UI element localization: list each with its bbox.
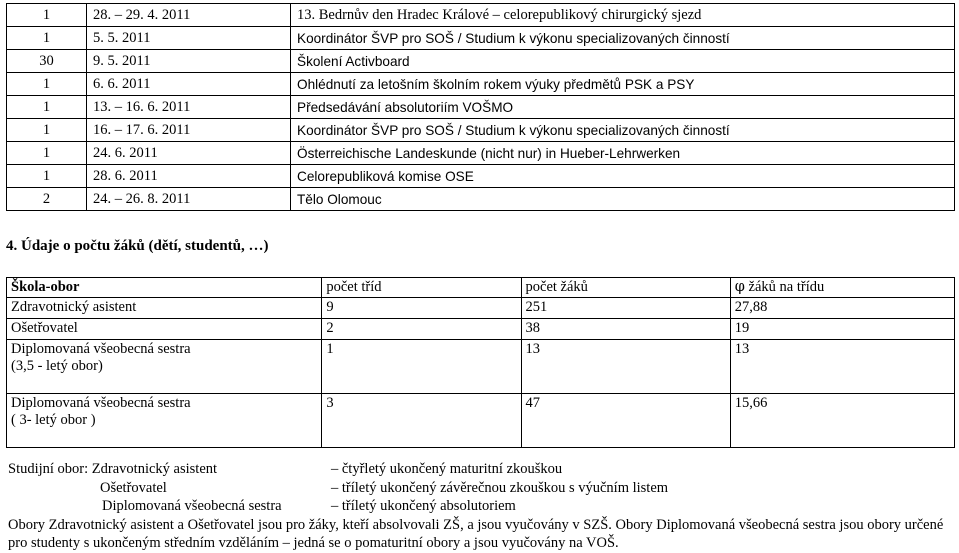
event-row (7, 73, 955, 96)
event-participant-count: 1 (7, 4, 87, 27)
event-date: 28. – 29. 4. 2011 (87, 4, 291, 27)
event-row (7, 142, 955, 165)
study-field-desc: – tříletý ukončený absolutoriem (331, 498, 516, 514)
table-row (7, 340, 955, 394)
row-field-name-line2: (3,5 - letý obor) (11, 358, 103, 374)
header-school-field: Škola-obor (7, 278, 322, 298)
event-title: Celorepubliková komise OSE (291, 165, 955, 188)
event-participant-count: 1 (7, 73, 87, 96)
event-date: 13. – 16. 6. 2011 (87, 96, 291, 119)
section-heading: 4. Údaje o počtu žáků (dětí, studentů, …) (6, 238, 269, 254)
event-date: 6. 6. 2011 (87, 73, 291, 96)
header-pupils-per-class (730, 278, 954, 298)
study-field-name: Zdravotnický asistent (91, 461, 218, 477)
table-row (7, 394, 955, 448)
event-participant-count: 30 (7, 50, 87, 73)
event-row (7, 165, 955, 188)
event-title: Tělo Olomouc (291, 188, 955, 211)
study-label: Studijní obor: Zdravotnický asistent (8, 461, 218, 477)
row-class-count: 3 (322, 394, 521, 448)
event-date: 5. 5. 2011 (87, 27, 291, 50)
row-average: 19 (730, 319, 954, 340)
event-date: 24. 6. 2011 (87, 142, 291, 165)
row-pupil-count: 47 (521, 394, 730, 448)
header-pupil-count: počet žáků (521, 278, 730, 298)
events-table (6, 3, 955, 211)
row-class-count: 9 (322, 298, 521, 319)
row-field-name: Ošetřovatel (7, 319, 322, 340)
row-average: 13 (730, 340, 954, 394)
row-field-name: Zdravotnický asistent (7, 298, 322, 319)
row-field-name (7, 394, 322, 448)
students-header-row (7, 278, 955, 298)
event-date: 16. – 17. 6. 2011 (87, 119, 291, 142)
event-title: Koordinátor ŠVP pro SOŠ / Studium k výkonu specializovaných činností (291, 119, 955, 142)
event-title: Österreichische Landeskunde (nicht nur) in Hueber-Lehrwerken (291, 142, 955, 165)
row-field-name-line1: Diplomovaná všeobecná sestra (11, 395, 191, 411)
study-field-desc: – čtyřletý ukončený maturitní zkouškou (331, 461, 563, 477)
row-field-name-line1: Diplomovaná všeobecná sestra (11, 341, 191, 357)
students-table (6, 277, 955, 448)
event-date: 9. 5. 2011 (87, 50, 291, 73)
event-participant-count: 1 (7, 27, 87, 50)
average-symbol: φ (734, 279, 745, 295)
header-pupils-per-class-label: žáků na třídu (748, 279, 825, 295)
header-class-count: počet tříd (322, 278, 521, 298)
event-title: Školení Activboard (291, 50, 955, 73)
study-row (8, 497, 953, 516)
row-class-count: 1 (322, 340, 521, 394)
row-pupil-count: 251 (521, 298, 730, 319)
row-pupil-count: 38 (521, 319, 730, 340)
event-title: Koordinátor ŠVP pro SOŠ / Studium k výkonu specializovaných činností (291, 27, 955, 50)
row-field-name-line2: ( 3- letý obor ) (11, 412, 96, 428)
event-row (7, 50, 955, 73)
study-row (8, 460, 953, 479)
table-row (7, 298, 955, 319)
event-row (7, 4, 955, 27)
event-participant-count: 1 (7, 142, 87, 165)
event-row (7, 96, 955, 119)
event-row (7, 119, 955, 142)
row-class-count: 2 (322, 319, 521, 340)
event-participant-count: 1 (7, 119, 87, 142)
event-participant-count: 1 (7, 165, 87, 188)
row-pupil-count: 13 (521, 340, 730, 394)
event-row (7, 188, 955, 211)
study-info (8, 460, 953, 553)
row-field-name (7, 340, 322, 394)
event-participant-count: 2 (7, 188, 87, 211)
event-title: Předsedávání absolutoriím VOŠMO (291, 96, 955, 119)
study-field-name: Diplomovaná všeobecná sestra (102, 498, 282, 514)
study-row (8, 479, 953, 498)
study-note: Obory Zdravotnický asistent a Ošetřovatel jsou pro žáky, kteří absolvovali ZŠ, a jsou vyučovány v SZŠ. Obory Diplomovaná všeobecná sestra jsou obory určené pro studenty s ukončeným středním vzděláním – jedná se o pomaturitní obory a jsou vyučovány na VOŠ. (8, 516, 944, 551)
study-field-desc: – tříletý ukončený závěrečnou zkouškou s výučním listem (331, 479, 669, 496)
row-average: 15,66 (730, 394, 954, 448)
event-row (7, 27, 955, 50)
event-title: Ohlédnutí za letošním školním rokem výuky předmětů PSK a PSY (291, 73, 955, 96)
event-date: 24. – 26. 8. 2011 (87, 188, 291, 211)
study-field-name: Ošetřovatel (100, 479, 167, 496)
table-row (7, 319, 955, 340)
event-participant-count: 1 (7, 96, 87, 119)
event-title: 13. Bedrnův den Hradec Králové – celorepublikový chirurgický sjezd (291, 4, 955, 27)
row-average: 27,88 (730, 298, 954, 319)
event-date: 28. 6. 2011 (87, 165, 291, 188)
